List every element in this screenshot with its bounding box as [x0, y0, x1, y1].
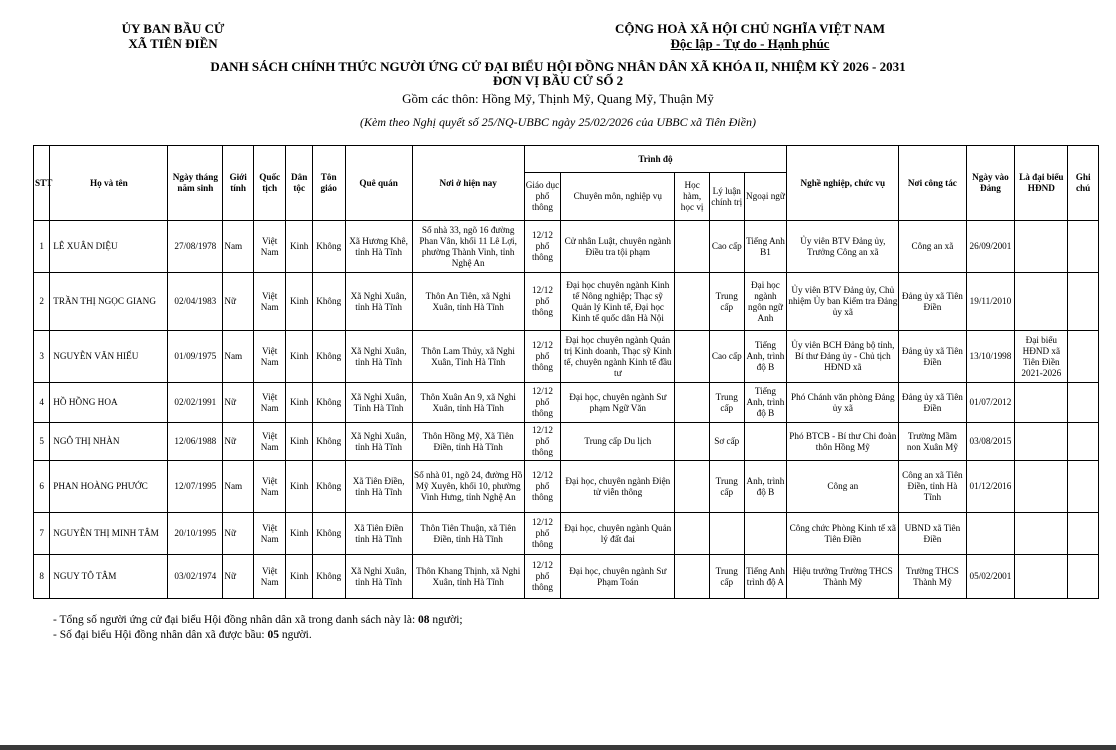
cell-general-edu: 12/12 phổ thông [524, 383, 561, 423]
cell-hdnd [1015, 461, 1068, 513]
cell-language: Tiếng Anh, trình độ B [744, 383, 787, 423]
cell-general-edu: 12/12 phổ thông [524, 221, 561, 273]
cell-hdnd [1015, 273, 1068, 331]
cell-residence: Thôn Tiên Thuận, xã Tiên Điền, tỉnh Hà Tĩnh [412, 513, 524, 555]
title-line1: DANH SÁCH CHÍNH THỨC NGƯỜI ỨNG CỬ ĐẠI BIỂU HỘI ĐỒNG NHÂN DÂN XÃ KHÓA II, NHIỆM KỲ 2026 - 2031 [210, 59, 906, 74]
cell-language: Tiếng Anh B1 [744, 221, 787, 273]
col-stt: STT [34, 146, 50, 221]
col-name: Họ và tên [50, 146, 168, 221]
cell-hdnd [1015, 513, 1068, 555]
cell-gender: Nữ [223, 383, 254, 423]
cell-language: Tiếng Anh trình độ A [744, 555, 787, 599]
cell-residence: Thôn Xuân An 9, xã Nghi Xuân, tỉnh Hà Tĩnh [412, 383, 524, 423]
cell-workplace: Trường Mầm non Xuân Mỹ [899, 423, 966, 461]
issuer-header [98, 21, 248, 51]
cell-name: TRẦN THỊ NGỌC GIANG [50, 273, 168, 331]
cell-political: Trung cấp [709, 461, 744, 513]
cell-residence: Số nhà 33, ngõ 16 đường Phan Vân, khối 11 Lê Lợi, phường Thành Vinh, tỉnh Nghệ An [412, 221, 524, 273]
cell-political: Sơ cấp [709, 423, 744, 461]
table-row [34, 273, 1099, 331]
table-row [34, 331, 1099, 383]
cell-gender: Nữ [223, 273, 254, 331]
cell-language [744, 423, 787, 461]
cell-stt: 4 [34, 383, 50, 423]
cell-profession: Đại học, chuyên ngành Quản lý đất đai [561, 513, 675, 555]
cell-note [1068, 513, 1099, 555]
cell-job: Ủy viên BTV Đảng ủy, Chủ nhiệm Ủy ban Kiểm tra Đảng ủy xã [787, 273, 899, 331]
document-title [0, 60, 1116, 88]
cell-dob: 20/10/1995 [168, 513, 223, 555]
cell-stt: 2 [34, 273, 50, 331]
cell-residence: Thôn Hồng Mỹ, Xã Tiên Điền, tỉnh Hà Tĩnh [412, 423, 524, 461]
total-candidates-note: - Tổng số người ứng cử đại biểu Hội đồng nhân dân xã trong danh sách này là: 08 người; [53, 614, 463, 626]
cell-party-date [966, 513, 1015, 555]
cell-workplace: UBND xã Tiên Điền [899, 513, 966, 555]
cell-hometown: Xã Nghi Xuân, Tỉnh Hà Tĩnh [345, 383, 412, 423]
cell-general-edu: 12/12 phổ thông [524, 423, 561, 461]
cell-degree [675, 331, 710, 383]
cell-dob: 03/02/1974 [168, 555, 223, 599]
cell-ethnicity: Kinh [286, 383, 312, 423]
cell-name: NGÔ THỊ NHÀN [50, 423, 168, 461]
cell-gender: Nữ [223, 555, 254, 599]
cell-ethnicity: Kinh [286, 331, 312, 383]
col-nationality: Quốc tịch [253, 146, 286, 221]
cell-nationality: Việt Nam [253, 331, 286, 383]
cell-workplace: Đảng ủy xã Tiên Điền [899, 273, 966, 331]
cell-party-date: 01/07/2012 [966, 383, 1015, 423]
cell-workplace: Trường THCS Thành Mỹ [899, 555, 966, 599]
cell-gender: Nữ [223, 513, 254, 555]
cell-note [1068, 273, 1099, 331]
cell-workplace: Đảng ủy xã Tiên Điền [899, 383, 966, 423]
cell-note [1068, 221, 1099, 273]
cell-language: Tiếng Anh, trình độ B [744, 331, 787, 383]
cell-religion: Không [312, 461, 345, 513]
col-hdnd: Là đại biểu HĐND [1015, 146, 1068, 221]
cell-residence: Thôn Khang Thịnh, xã Nghi Xuân, tỉnh Hà Tĩnh [412, 555, 524, 599]
cell-ethnicity: Kinh [286, 513, 312, 555]
cell-stt: 1 [34, 221, 50, 273]
table-row [34, 423, 1099, 461]
cell-name: NGUYỄN THỊ MINH TÂM [50, 513, 168, 555]
col-hometown: Quê quán [345, 146, 412, 221]
col-general-edu: Giáo dục phổ thông [524, 173, 561, 221]
col-party-date: Ngày vào Đảng [966, 146, 1015, 221]
cell-note [1068, 383, 1099, 423]
col-education-group: Trình độ [524, 146, 787, 173]
cell-hdnd: Đại biểu HĐND xã Tiên Điền 2021-2026 [1015, 331, 1068, 383]
cell-party-date: 03/08/2015 [966, 423, 1015, 461]
issuer-line1: ỦY BAN BẦU CỬ [121, 21, 225, 36]
cell-nationality: Việt Nam [253, 423, 286, 461]
cell-nationality: Việt Nam [253, 461, 286, 513]
cell-language: Anh, trình độ B [744, 461, 787, 513]
cell-religion: Không [312, 383, 345, 423]
cell-name: PHAN HOÀNG PHƯỚC [50, 461, 168, 513]
col-gender: Giới tính [223, 146, 254, 221]
cell-note [1068, 555, 1099, 599]
cell-job: Ủy viên BCH Đảng bộ tỉnh, Bí thư Đảng ủy - Chủ tịch HĐND xã [787, 331, 899, 383]
cell-workplace: Đảng ủy xã Tiên Điền [899, 331, 966, 383]
cell-general-edu: 12/12 phổ thông [524, 331, 561, 383]
issuer-line2: XÃ TIÊN ĐIỀN [128, 36, 218, 51]
cell-hometown: Xã Hương Khê, tỉnh Hà Tĩnh [345, 221, 412, 273]
cell-nationality: Việt Nam [253, 383, 286, 423]
document-reference: (Kèm theo Nghị quyết số 25/NQ-UBBC ngày 25/02/2026 của UBBC xã Tiên Điền) [360, 115, 756, 129]
cell-political: Trung cấp [709, 383, 744, 423]
cell-hometown: Xã Nghi Xuân, tỉnh Hà Tĩnh [345, 423, 412, 461]
cell-stt: 6 [34, 461, 50, 513]
cell-job: Phó BTCB - Bí thư Chi đoàn thôn Hồng Mỹ [787, 423, 899, 461]
cell-general-edu: 12/12 phổ thông [524, 513, 561, 555]
cell-residence: Số nhà 01, ngõ 24, đường Hồ Mỹ Xuyên, khối 10, phường Vinh Hưng, tỉnh Nghệ An [412, 461, 524, 513]
cell-religion: Không [312, 513, 345, 555]
cell-ethnicity: Kinh [286, 555, 312, 599]
col-profession: Chuyên môn, nghiệp vụ [561, 173, 675, 221]
table-row [34, 513, 1099, 555]
cell-hometown: Xã Nghi Xuân, tỉnh Hà Tĩnh [345, 555, 412, 599]
cell-dob: 02/04/1983 [168, 273, 223, 331]
cell-residence: Thôn An Tiên, xã Nghi Xuân, tỉnh Hà Tĩnh [412, 273, 524, 331]
cell-name: NGUY TÔ TÂM [50, 555, 168, 599]
cell-degree [675, 423, 710, 461]
cell-degree [675, 383, 710, 423]
cell-political: Cao cấp [709, 221, 744, 273]
cell-political [709, 513, 744, 555]
cell-language [744, 513, 787, 555]
candidate-table [33, 145, 1099, 599]
cell-hdnd [1015, 423, 1068, 461]
col-dob: Ngày tháng năm sinh [168, 146, 223, 221]
col-religion: Tôn giáo [312, 146, 345, 221]
cell-political: Cao cấp [709, 331, 744, 383]
cell-dob: 12/06/1988 [168, 423, 223, 461]
cell-note [1068, 331, 1099, 383]
candidate-rows [34, 221, 1099, 599]
cell-stt: 7 [34, 513, 50, 555]
table-row [34, 461, 1099, 513]
cell-note [1068, 423, 1099, 461]
cell-hometown: Xã Nghi Xuân, tỉnh Hà Tĩnh [345, 273, 412, 331]
table-row [34, 555, 1099, 599]
cell-religion: Không [312, 423, 345, 461]
cell-gender: Nam [223, 461, 254, 513]
cell-name: NGUYỄN VĂN HIẾU [50, 331, 168, 383]
col-workplace: Nơi công tác [899, 146, 966, 221]
cell-stt: 3 [34, 331, 50, 383]
cell-job: Công an [787, 461, 899, 513]
cell-stt: 5 [34, 423, 50, 461]
cell-dob: 01/09/1975 [168, 331, 223, 383]
cell-religion: Không [312, 221, 345, 273]
cell-degree [675, 273, 710, 331]
cell-profession: Đại học chuyên ngành Kinh tế Nông nghiệp; Thạc sỹ Quản lý Kinh tế, Đại học Kinh tế quốc dân Hà Nội [561, 273, 675, 331]
col-language: Ngoại ngữ [744, 173, 787, 221]
cell-job: Ủy viên BTV Đảng ủy, Trưởng Công an xã [787, 221, 899, 273]
cell-name: LÊ XUÂN DIỆU [50, 221, 168, 273]
cell-dob: 02/02/1991 [168, 383, 223, 423]
cell-party-date: 05/02/2001 [966, 555, 1015, 599]
cell-nationality: Việt Nam [253, 513, 286, 555]
cell-party-date: 01/12/2016 [966, 461, 1015, 513]
cell-profession: Trung cấp Du lịch [561, 423, 675, 461]
title-line2: ĐƠN VỊ BẦU CỬ SỐ 2 [492, 73, 624, 88]
cell-profession: Đại học, chuyên ngành Sư Phạm Toán [561, 555, 675, 599]
cell-ethnicity: Kinh [286, 423, 312, 461]
col-degree: Học hàm, học vị [675, 173, 710, 221]
cell-degree [675, 221, 710, 273]
cell-party-date: 13/10/1998 [966, 331, 1015, 383]
cell-workplace: Công an xã Tiên Điền, tỉnh Hà Tĩnh [899, 461, 966, 513]
cell-hometown: Xã Tiên Điền tỉnh Hà Tĩnh [345, 513, 412, 555]
col-note: Ghi chú [1068, 146, 1099, 221]
document-subtitle: Gồm các thôn: Hồng Mỹ, Thịnh Mỹ, Quang Mỹ, Thuận Mỹ [402, 91, 714, 106]
cell-religion: Không [312, 331, 345, 383]
cell-hdnd [1015, 221, 1068, 273]
cell-residence: Thôn Lam Thủy, xã Nghi Xuân, Tỉnh Hà Tĩnh [412, 331, 524, 383]
cell-hdnd [1015, 383, 1068, 423]
cell-job: Công chức Phòng Kinh tế xã Tiên Điền [787, 513, 899, 555]
cell-profession: Cử nhân Luật, chuyên ngành Điều tra tội phạm [561, 221, 675, 273]
cell-language: Đại học ngành ngôn ngữ Anh [744, 273, 787, 331]
cell-profession: Đại học chuyên ngành Quản trị Kinh doanh, Thạc sỹ Kinh tế, chuyên ngành Kinh tế đầu tư [561, 331, 675, 383]
cell-job: Hiệu trưởng Trường THCS Thành Mỹ [787, 555, 899, 599]
cell-hometown: Xã Tiên Điền, tỉnh Hà Tĩnh [345, 461, 412, 513]
cell-note [1068, 461, 1099, 513]
cell-workplace: Công an xã [899, 221, 966, 273]
col-ethnicity: Dân tộc [286, 146, 312, 221]
cell-nationality: Việt Nam [253, 273, 286, 331]
national-motto: Độc lập - Tự do - Hạnh phúc [670, 36, 830, 51]
cell-gender: Nữ [223, 423, 254, 461]
cell-dob: 12/07/1995 [168, 461, 223, 513]
cell-degree [675, 513, 710, 555]
national-title: CỘNG HOÀ XÃ HỘI CHỦ NGHĨA VIỆT NAM [614, 21, 886, 36]
cell-religion: Không [312, 555, 345, 599]
col-job: Nghề nghiệp, chức vụ [787, 146, 899, 221]
cell-political: Trung cấp [709, 273, 744, 331]
cell-nationality: Việt Nam [253, 221, 286, 273]
table-row [34, 383, 1099, 423]
cell-hometown: Xã Nghi Xuân, tỉnh Hà Tĩnh [345, 331, 412, 383]
cell-party-date: 19/11/2010 [966, 273, 1015, 331]
cell-name: HỒ HỒNG HOA [50, 383, 168, 423]
cell-party-date: 26/09/2001 [966, 221, 1015, 273]
cell-general-edu: 12/12 phổ thông [524, 273, 561, 331]
summary-notes [53, 613, 463, 643]
cell-ethnicity: Kinh [286, 273, 312, 331]
cell-stt: 8 [34, 555, 50, 599]
cell-gender: Nam [223, 331, 254, 383]
cell-job: Phó Chánh văn phòng Đảng ủy xã [787, 383, 899, 423]
cell-degree [675, 461, 710, 513]
cell-profession: Đại học, chuyên ngành Sư phạm Ngữ Văn [561, 383, 675, 423]
bottom-edge-bar [0, 745, 1116, 750]
cell-religion: Không [312, 273, 345, 331]
cell-nationality: Việt Nam [253, 555, 286, 599]
table-row [34, 221, 1099, 273]
cell-gender: Nam [223, 221, 254, 273]
national-header [560, 21, 940, 51]
col-political: Lý luận chính trị [709, 173, 744, 221]
cell-hdnd [1015, 555, 1068, 599]
cell-general-edu: 12/12 phổ thông [524, 555, 561, 599]
col-residence: Nơi ở hiện nay [412, 146, 524, 221]
cell-political: Trung cấp [709, 555, 744, 599]
cell-profession: Đại học, chuyên ngành Điện tử viễn thông [561, 461, 675, 513]
cell-general-edu: 12/12 phổ thông [524, 461, 561, 513]
cell-ethnicity: Kinh [286, 221, 312, 273]
cell-dob: 27/08/1978 [168, 221, 223, 273]
cell-degree [675, 555, 710, 599]
cell-ethnicity: Kinh [286, 461, 312, 513]
elected-count-note: - Số đại biểu Hội đồng nhân dân xã được bầu: 05 người. [53, 629, 312, 641]
